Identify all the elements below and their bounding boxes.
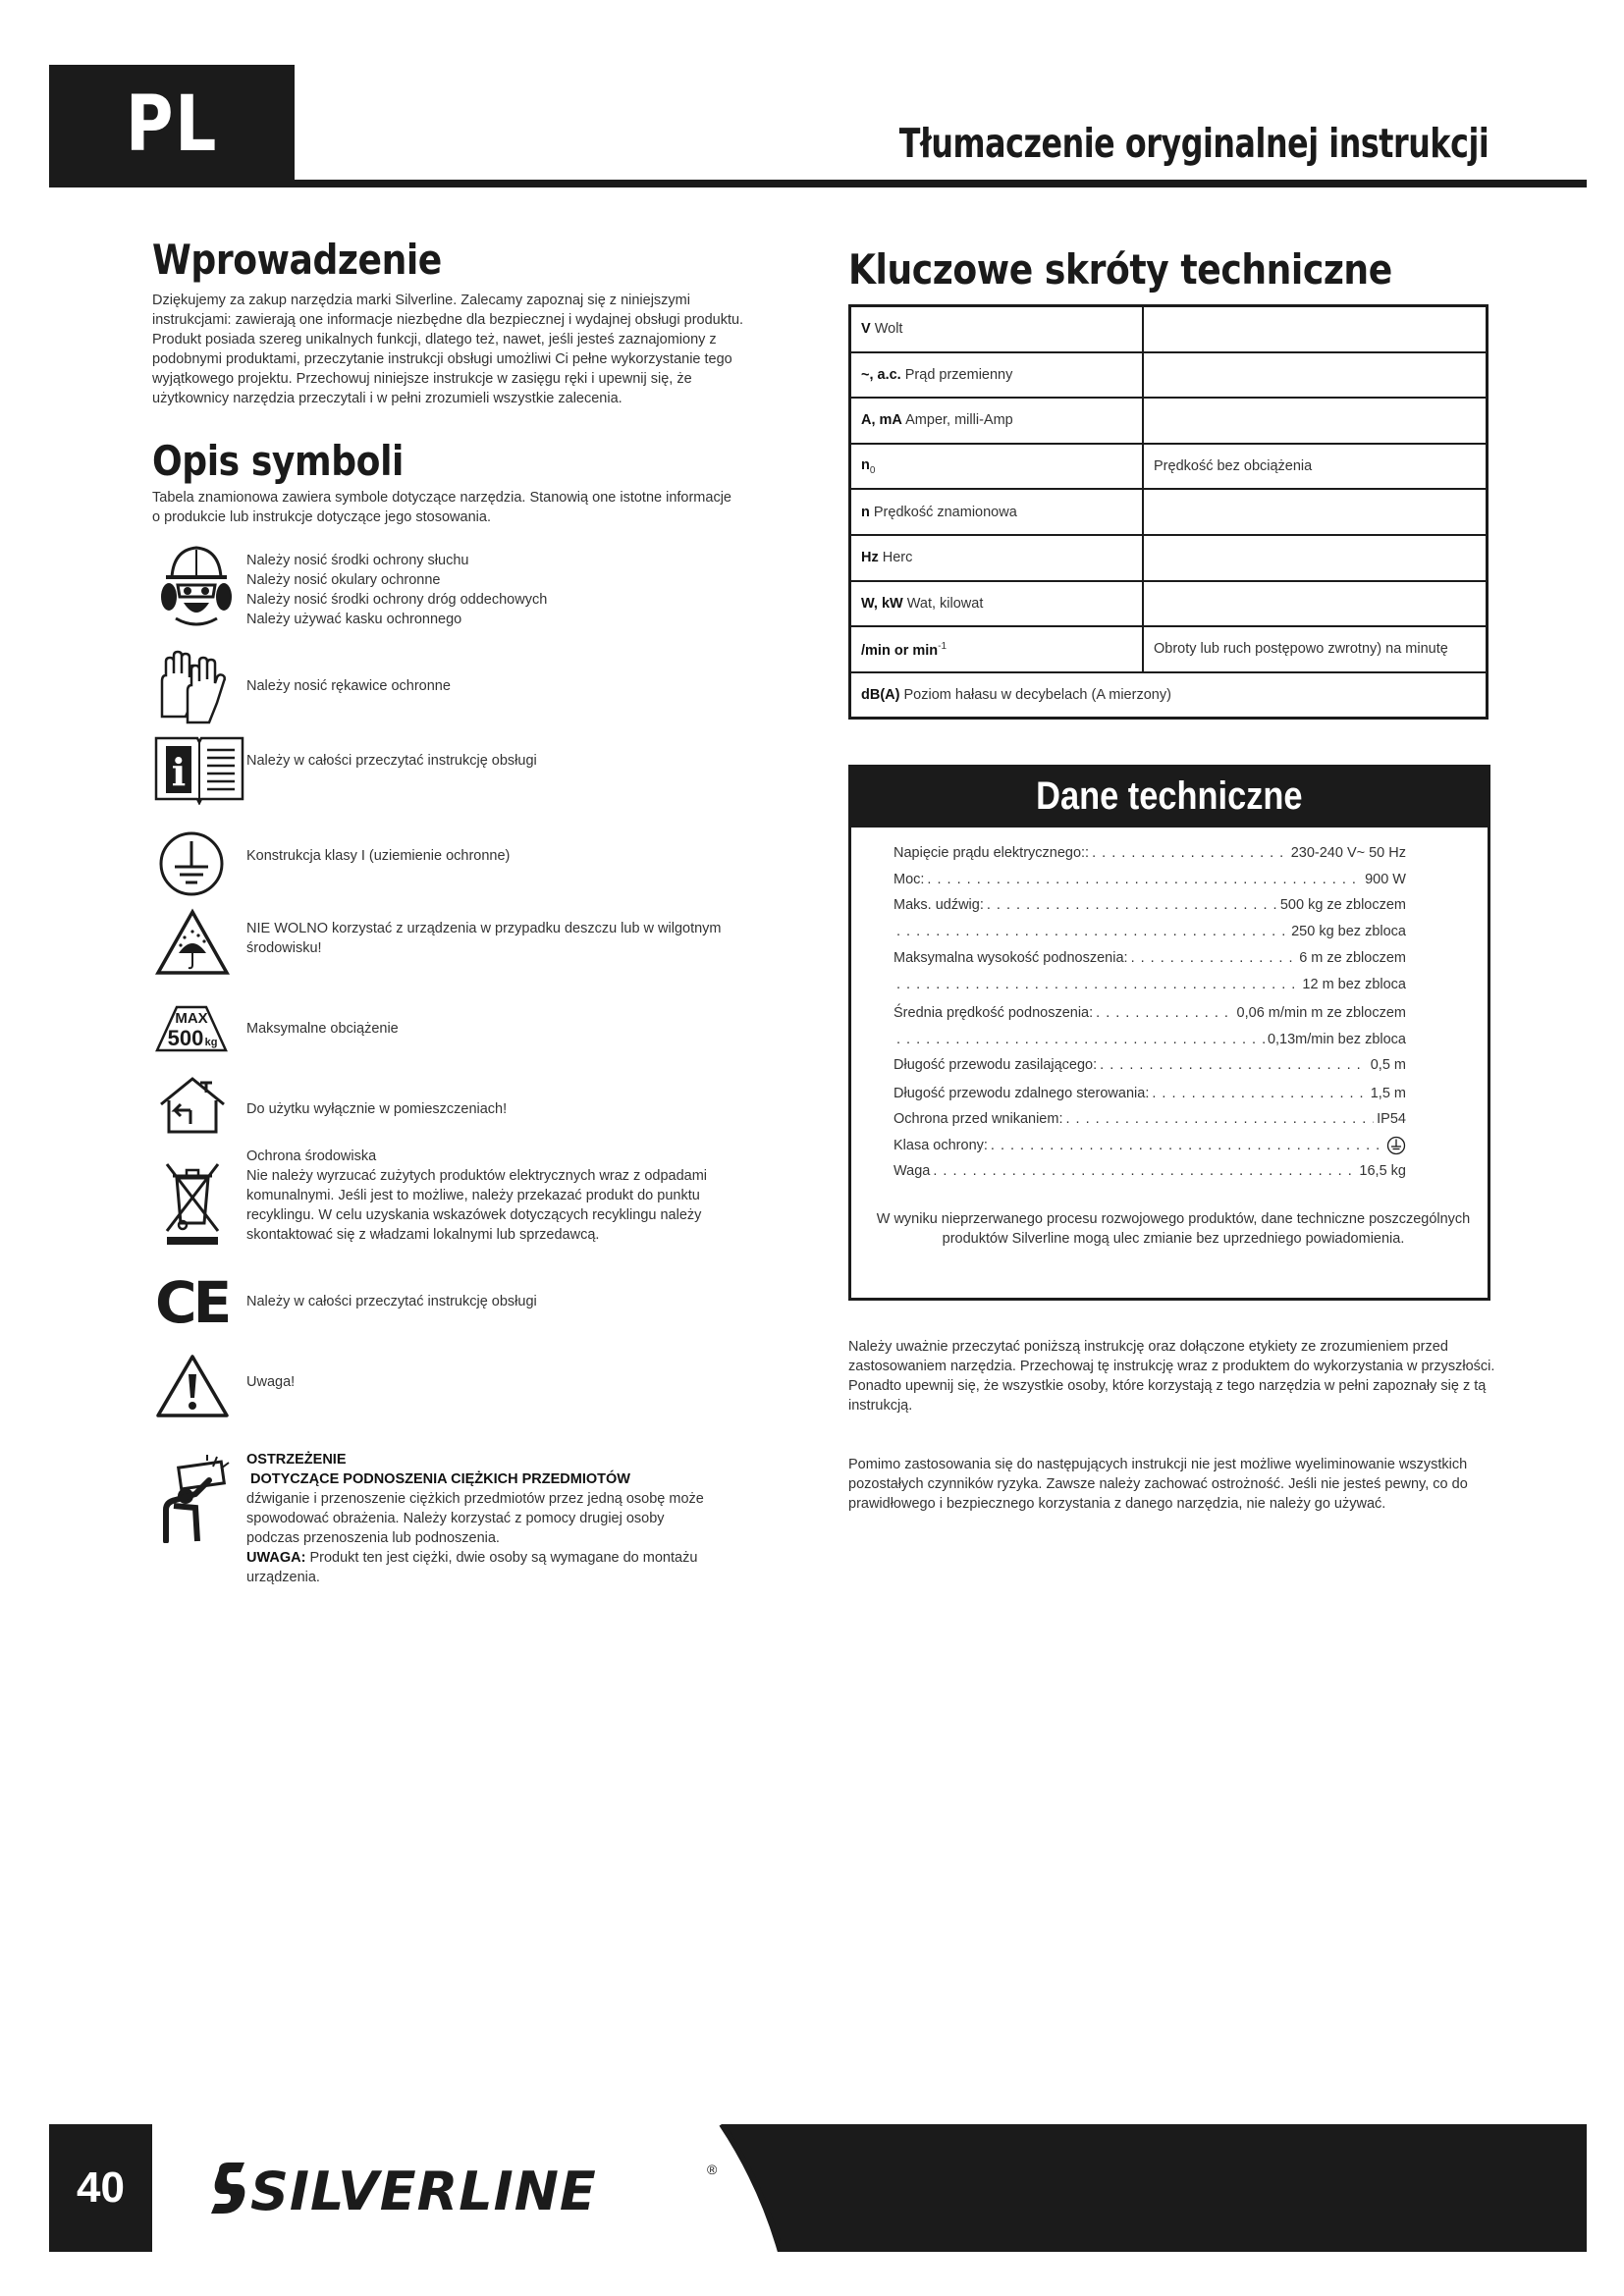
symbol-text-max-load: Maksymalne obciążenie — [246, 1021, 399, 1037]
max-label: MAX — [175, 1010, 208, 1027]
symbol-text-class-one: Konstrukcja klasy I (uziemienie ochronne) — [246, 848, 511, 864]
abbr-key-cell: dB(A) Poziom hałasu w decybelach (A mierzony) — [850, 672, 1488, 719]
abbr-value-cell — [1143, 581, 1488, 627]
abbr-value-cell — [1143, 352, 1488, 399]
read-manual-icon — [152, 730, 246, 805]
symbol-text-warning: Uwaga! — [246, 1374, 296, 1390]
abbr-key-cell: A, mA Amper, milli-Amp — [850, 398, 1144, 444]
table-row — [850, 352, 1488, 399]
abbr-key-cell: W, kW Wat, kilowat — [850, 581, 1144, 627]
svg-text:i: i — [171, 750, 187, 794]
risk-paragraph: Pomimo zastosowania się do następujących instrukcji nie jest możliwe wyeliminowanie wszystkich pozostałych czynników ryzyka. Zawsze należy zachować ostrożność. Jeśli nie jesteś pewny, co do prawidłowego i bezpiecznego korzystania z danego narzędzia, nie należy go używać. — [848, 1457, 1468, 1512]
class-one-earth-icon — [1386, 1136, 1406, 1155]
table-row — [850, 626, 1488, 672]
table-row — [850, 398, 1488, 444]
no-rain-icon — [155, 908, 230, 977]
tech-row: Długość przewodu zasilającego: . . . 0,5 m — [893, 1055, 1406, 1075]
weee-bin-icon — [161, 1158, 224, 1247]
tech-row: . . . 12 m bez zbloca — [893, 975, 1406, 994]
indoor-only-icon — [157, 1075, 228, 1136]
symbols-heading: Opis symboli — [152, 437, 404, 485]
symbols-intro: Tabela znamionowa zawiera symbole dotyczące narzędzia. Stanowią one istotne informacje o produkcie lub instrukcje dotyczące jego stosowania. — [152, 490, 731, 525]
tech-row: Klasa ochrony: . . . — [893, 1136, 1406, 1155]
tech-row: Ochrona przed wnikaniem: . . . IP54 — [893, 1109, 1406, 1129]
tech-data-note: W wyniku nieprzerwanego procesu rozwojowego produktów, dane techniczne poszczególnych produktów Silverline mogą ulec zmianie bez uprzedniego powiadomienia. — [876, 1211, 1471, 1247]
heavy-lift-icon — [152, 1455, 231, 1543]
note-label: UWAGA: — [246, 1550, 306, 1566]
symbol-text-indoor: Do użytku wyłącznie w pomieszczeniach! — [246, 1101, 508, 1117]
intro-text: Dziękujemy za zakup narzędzia marki Silverline. Zalecamy zapoznaj się z niniejszymi instrukcjami: zawierają one informacje niezbędne dla bezpiecznej i wydajnej obsługi produktu. Produkt posiada szereg unikalnych funkcji, dlatego też, nawet, jeśli jesteś zaznajomiony z podobnymi produktami, przeczytanie instrukcji obsługi umożliwi Ci pełne wykorzystanie tego wyjątkowego projektu. Przechowuj niniejsze instrukcje w zasięgu ręki i upewnij się, że użytkownicy narzędzia przeczytali i w pełni zrozumieli wszystkie zalecenia. — [152, 293, 744, 406]
table-row — [850, 581, 1488, 627]
tech-row: . . . 0,13m/min bez zbloca — [893, 1030, 1406, 1049]
abbreviations-table — [848, 304, 1489, 720]
abbr-value-cell: Obroty lub ruch postępowo zwrotny) na minutę — [1143, 626, 1488, 672]
max-load-icon — [155, 1003, 228, 1054]
note-body: Produkt ten jest ciężki, dwie osoby są wymagane do montażu urządzenia. — [246, 1550, 698, 1585]
tech-row: Waga . . . 16,5 kg — [893, 1161, 1406, 1181]
tech-row: Moc: . . . 900 W — [893, 870, 1406, 889]
table-row — [850, 306, 1488, 352]
abbr-key-cell: Hz Herc — [850, 535, 1144, 581]
symbol-text-heavy-lift — [246, 1450, 718, 1587]
table-row — [850, 489, 1488, 535]
abbreviations-heading: Kluczowe skróty techniczne — [848, 245, 1392, 294]
warning-icon — [155, 1353, 230, 1419]
tech-row: Długość przewodu zdalnego sterowania: . . . 1,5 m — [893, 1084, 1406, 1103]
symbol-line: Nie należy wyrzucać zużytych produktów elektrycznych wraz z odpadami komunalnymi. Jeśli jest to możliwe, należy przekazać produkt do punktu recyklingu. W celu uzyskania wskazówek dotyczących recyklingu należy skontaktować się z władzami lokalnymi lub sprzedawcą. — [246, 1168, 708, 1243]
symbol-line: Należy używać kasku ochronnego — [246, 612, 462, 627]
symbol-line: Należy nosić środki ochrony słuchu — [246, 553, 469, 568]
max-value: 500 — [167, 1026, 204, 1050]
tech-row: Maks. udźwig: . . . 500 kg ze zbloczem — [893, 895, 1406, 915]
symbol-text-ce: Należy w całości przeczytać instrukcję obsługi — [246, 1294, 537, 1309]
warning-body: dźwiganie i przenoszenie ciężkich przedmiotów przez jedną osobę może spowodować obrażenia. Należy korzystać z pomocy drugiej osoby podczas przenoszenia lub podnoszenia. — [246, 1491, 704, 1546]
abbr-key-cell: n Prędkość znamionowa — [850, 489, 1144, 535]
intro-heading: Wprowadzenie — [152, 236, 442, 284]
warning-title: OSTRZEŻENIE — [246, 1452, 347, 1468]
symbol-line: Należy nosić środki ochrony dróg oddechowych — [246, 592, 548, 608]
footer-divider — [155, 2124, 160, 2252]
brand-text: SILVERLINE — [250, 2161, 597, 2222]
abbr-key-cell: ~, a.c. Prąd przemienny — [850, 352, 1144, 399]
symbol-text-ppe — [246, 551, 728, 629]
gloves-icon — [152, 648, 235, 730]
class-one-earth-icon — [157, 829, 226, 898]
table-row — [850, 672, 1488, 719]
table-row — [850, 444, 1488, 490]
tech-row: . . . 250 kg bez zbloca — [893, 922, 1406, 941]
table-row — [850, 535, 1488, 581]
tech-row: Maksymalna wysokość podnoszenia: . . . 6 m ze zbloczem — [893, 948, 1406, 968]
abbr-value-cell — [1143, 398, 1488, 444]
warning-subtitle: DOTYCZĄCE PODNOSZENIA CIĘŻKICH PRZEDMIOTÓW — [246, 1471, 630, 1487]
symbol-text-gloves: Należy nosić rękawice ochronne — [246, 678, 451, 694]
abbr-key-cell: /min or $\min^{-1}$ — [850, 626, 1144, 672]
language-code: PL — [125, 80, 219, 169]
tech-data-heading: Dane techniczne — [848, 765, 1490, 828]
registered-mark: ® — [707, 2162, 718, 2177]
abbr-value-cell — [1143, 306, 1488, 352]
silverline-logo — [211, 2153, 722, 2223]
page-title: Tłumaczenie oryginalnej instrukcji — [898, 120, 1489, 167]
abbr-value-cell — [1143, 489, 1488, 535]
abbr-value-cell — [1143, 535, 1488, 581]
abbr-key-cell: $n_0$ — [850, 444, 1144, 490]
ce-mark-icon: CE — [155, 1269, 229, 1336]
ppe-head-icon — [152, 540, 241, 628]
abbr-value-cell: Prędkość bez obciążenia — [1143, 444, 1488, 490]
tech-row: Średnia prędkość podnoszenia: . . . 0,06 m/min m ze zbloczem — [893, 1003, 1406, 1023]
symbol-text-no-rain: NIE WOLNO korzystać z urządzenia w przypadku deszczu lub w wilgotnym środowisku! — [246, 921, 722, 956]
header-rule — [49, 180, 1587, 187]
tech-row: Napięcie prądu elektrycznego:: . . . 230-240 V~ 50 Hz — [893, 843, 1406, 863]
max-unit: kg — [204, 1037, 218, 1048]
symbol-text-weee — [246, 1147, 708, 1245]
symbol-text-read-manual: Należy w całości przeczytać instrukcję obsługi — [246, 753, 537, 769]
page-number: 40 — [77, 2163, 125, 2212]
abbr-key-cell: V Wolt — [850, 306, 1144, 352]
symbol-line: Ochrona środowiska — [246, 1148, 377, 1164]
instructions-paragraph: Należy uważnie przeczytać poniższą instrukcję oraz dołączone etykiety ze zrozumieniem przed zastosowaniem narzędzia. Przechowaj tę instrukcję wraz z produktem do wykorzystania w przyszłości. Ponadto upewnij się, że wszystkie osoby, które korzystają z tego narzędzia w pełni zapoznały się z tą instrukcją. — [848, 1339, 1495, 1414]
symbol-line: Należy nosić okulary ochronne — [246, 572, 441, 588]
